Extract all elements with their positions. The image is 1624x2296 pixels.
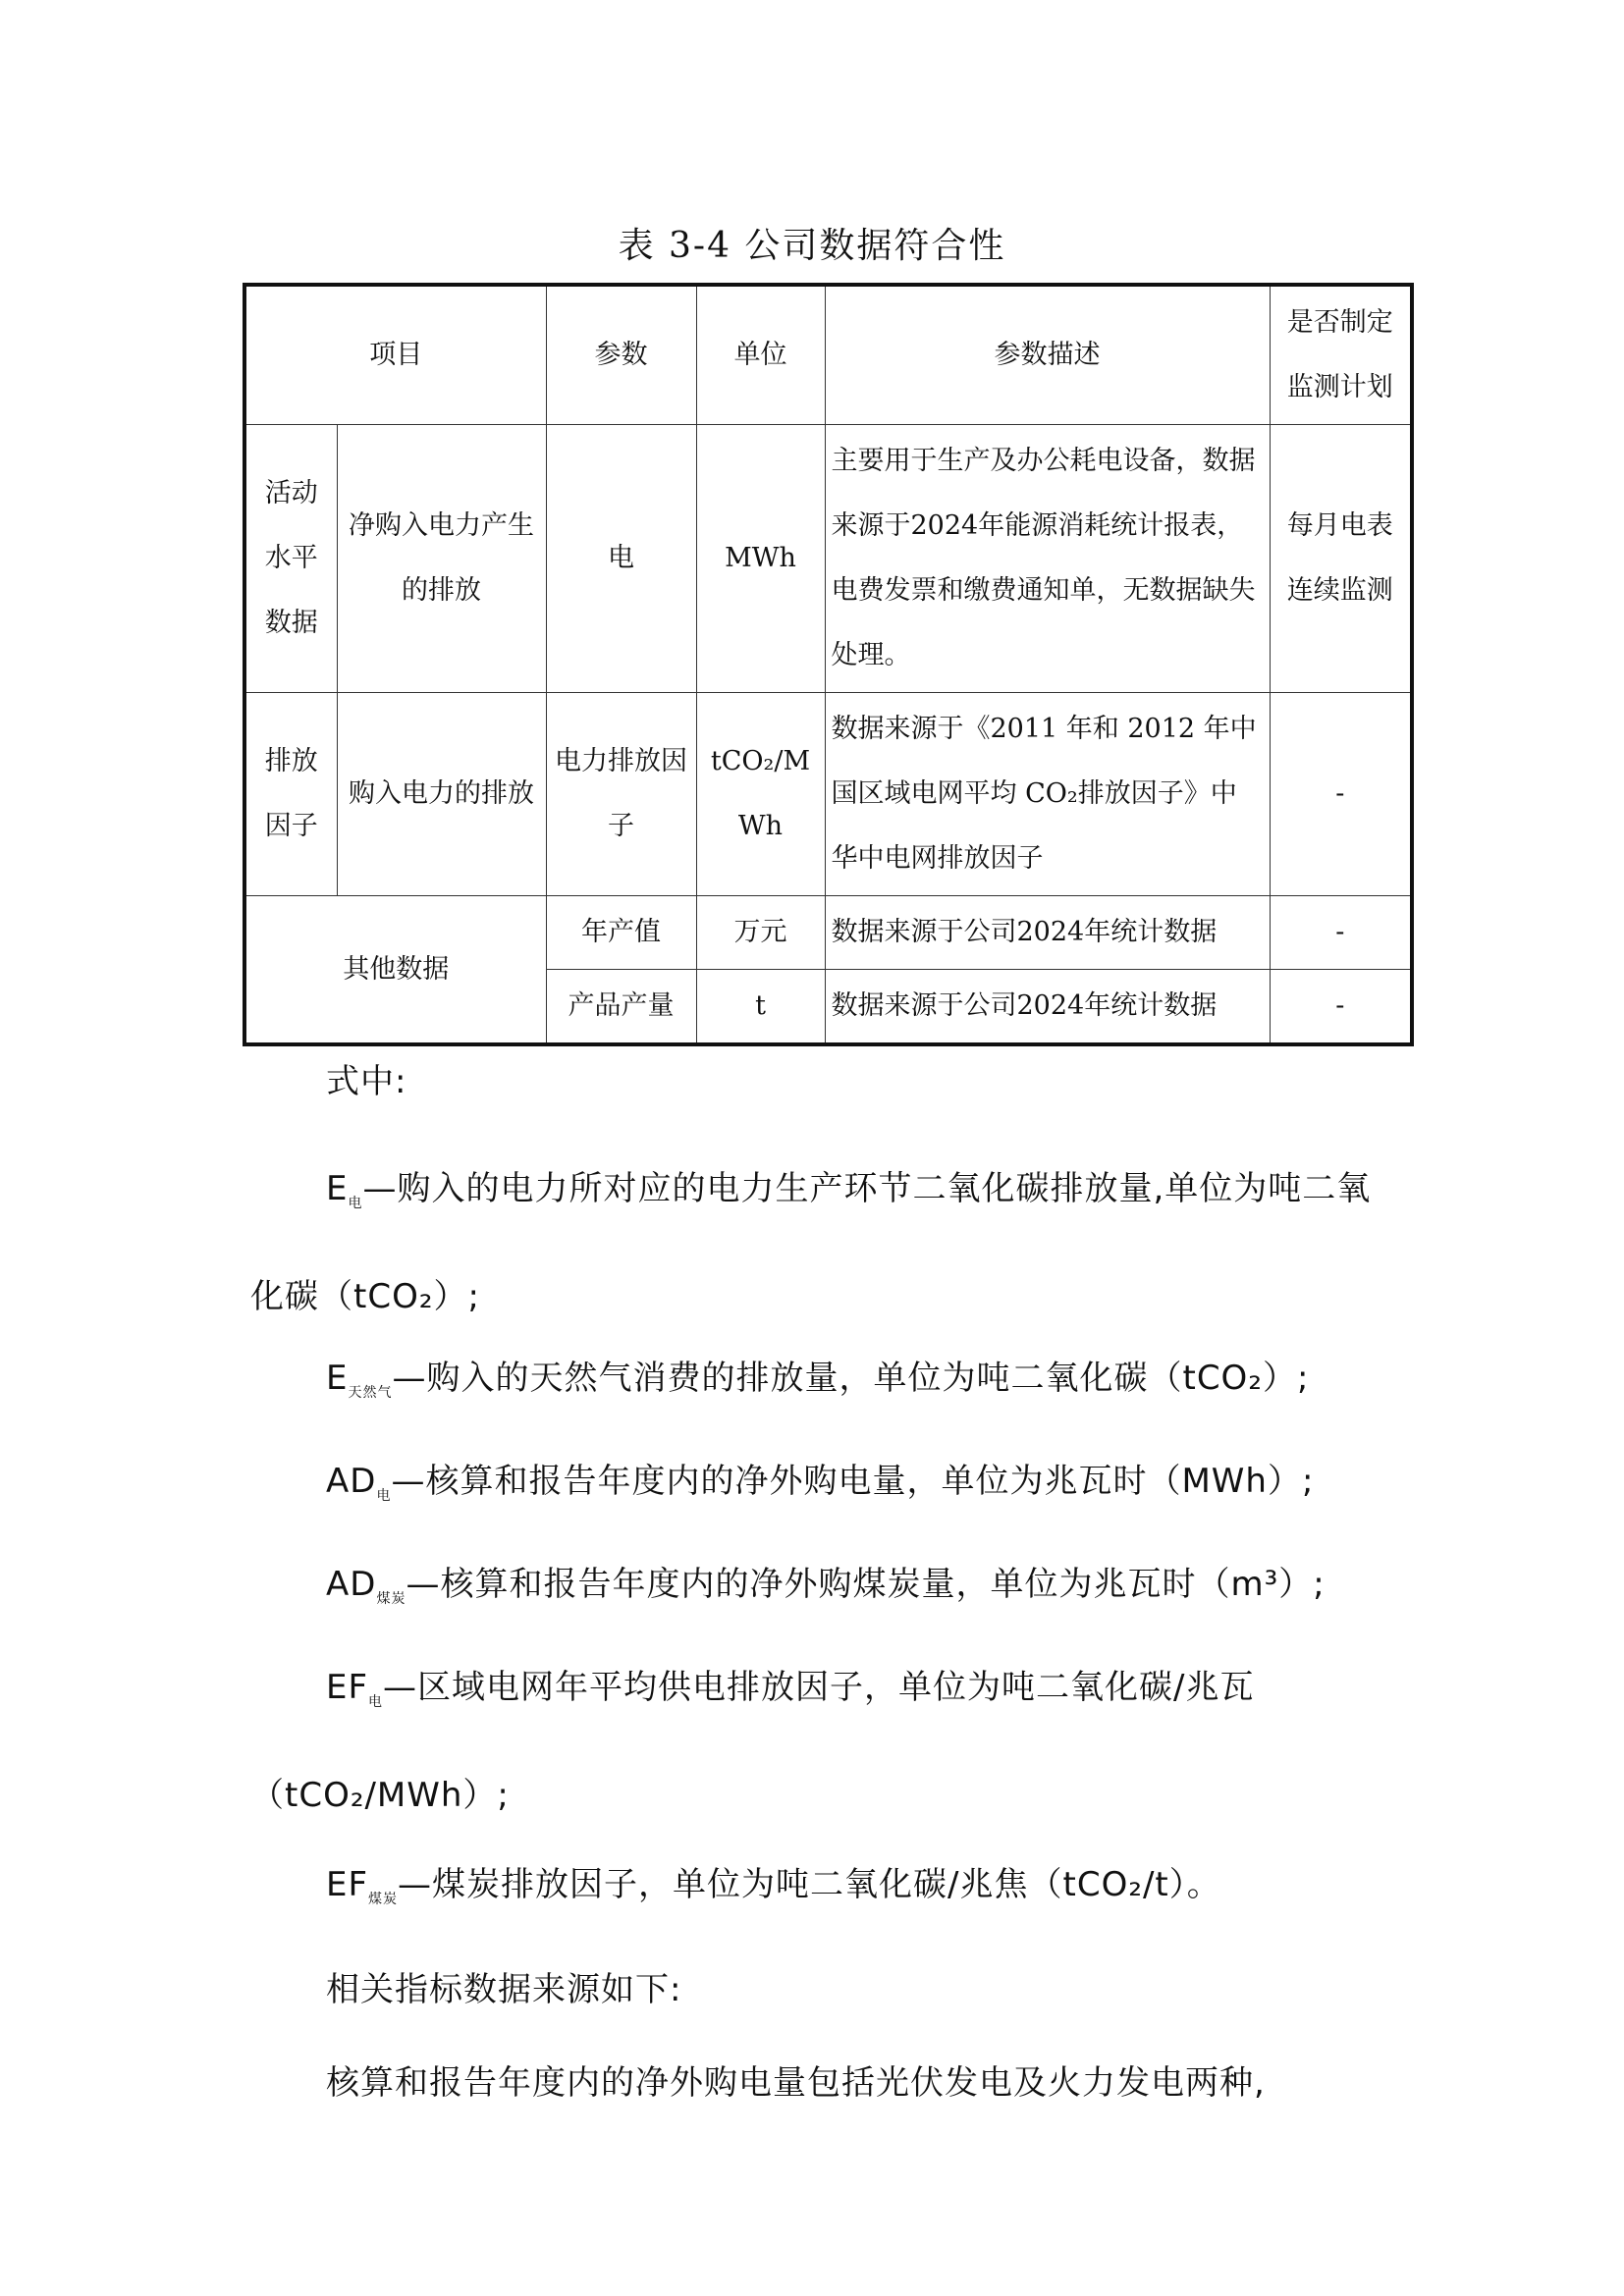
definition-text: —煤炭排放因子，单位为吨二氧化碳/兆焦（tCO₂/t）。 [398,1865,1221,1904]
table-header-row [244,285,1412,425]
definition-ad-elec [250,1435,1384,1543]
cell-param: 年产值 [546,896,696,970]
table-row [244,693,1412,896]
definition-ef-elec [250,1641,1384,1842]
cell-unit: 万元 [696,896,825,970]
header-desc: 参数描述 [825,285,1270,425]
cell-unit: tCO₂/MWh [696,693,825,896]
header-param: 参数 [546,285,696,425]
symbol: $E_电$ [326,1169,363,1211]
symbol: $EF_{煤炭}$ [326,1865,399,1907]
symbol: $EF_电$ [326,1668,384,1710]
definition-text: —核算和报告年度内的净外购煤炭量，单位为兆瓦时（m³）; [406,1565,1326,1604]
definition-text: —购入的天然气消费的排放量，单位为吨二氧化碳（tCO₂）; [392,1359,1310,1398]
cell-unit: MWh [696,425,825,693]
data-compliance-table [243,283,1414,1046]
symbol: $E_{天然气}$ [326,1359,393,1401]
table-caption: 表 3-4 公司数据符合性 [618,226,1006,266]
formula-intro: 式中: [326,1062,407,1101]
cell-category: 排放因子 [244,693,337,896]
cell-desc: 主要用于生产及办公耗电设备，数据来源于2024年能源消耗统计报表，电费发票和缴费通知单，无数据缺失处理。 [825,425,1270,693]
cell-param: 电 [546,425,696,693]
cell-plan: 每月电表连续监测 [1270,425,1412,693]
definition-text: —区域电网年平均供电排放因子，单位为吨二氧化碳/兆瓦（tCO₂/MWh）; [250,1668,1255,1815]
definition-text: —核算和报告年度内的净外购电量，单位为兆瓦时（MWh）; [391,1462,1315,1501]
header-plan: 是否制定监测计划 [1270,285,1412,425]
header-item: 项目 [244,285,546,425]
definition-e-gas [250,1332,1384,1440]
definition-text: —购入的电力所对应的电力生产环节二氧化碳排放量,单位为吨二氧化碳（tCO₂）; [250,1169,1372,1316]
symbol: $AD_{煤炭}$ [326,1565,406,1607]
cell-desc: 数据来源于《2011 年和 2012 年中国区域电网平均 CO₂排放因子》中华中电网排放因子 [825,693,1270,896]
cell-plan: - [1270,693,1412,896]
symbol: $AD_电$ [326,1462,392,1504]
cell-category: 其他数据 [244,896,546,1045]
header-unit: 单位 [696,285,825,425]
body-last-line: 核算和报告年度内的净外购电量包括光伏发电及火力发电两种, [326,2063,1266,2103]
cell-param: 电力排放因子 [546,693,696,896]
source-intro: 相关指标数据来源如下: [326,1970,682,2009]
cell-category: 活动水平数据 [244,425,337,693]
cell-unit: t [696,970,825,1045]
cell-item: 净购入电力产生的排放 [337,425,546,693]
cell-param: 产品产量 [546,970,696,1045]
table-row [244,425,1412,693]
definition-ad-coal [250,1538,1384,1646]
table-row [244,896,1412,970]
definition-ef-coal [250,1839,1384,1947]
cell-item: 购入电力的排放 [337,693,546,896]
cell-desc: 数据来源于公司2024年统计数据 [825,896,1270,970]
cell-plan: - [1270,896,1412,970]
cell-desc: 数据来源于公司2024年统计数据 [825,970,1270,1045]
definition-e-elec [250,1143,1384,1344]
cell-plan: - [1270,970,1412,1045]
